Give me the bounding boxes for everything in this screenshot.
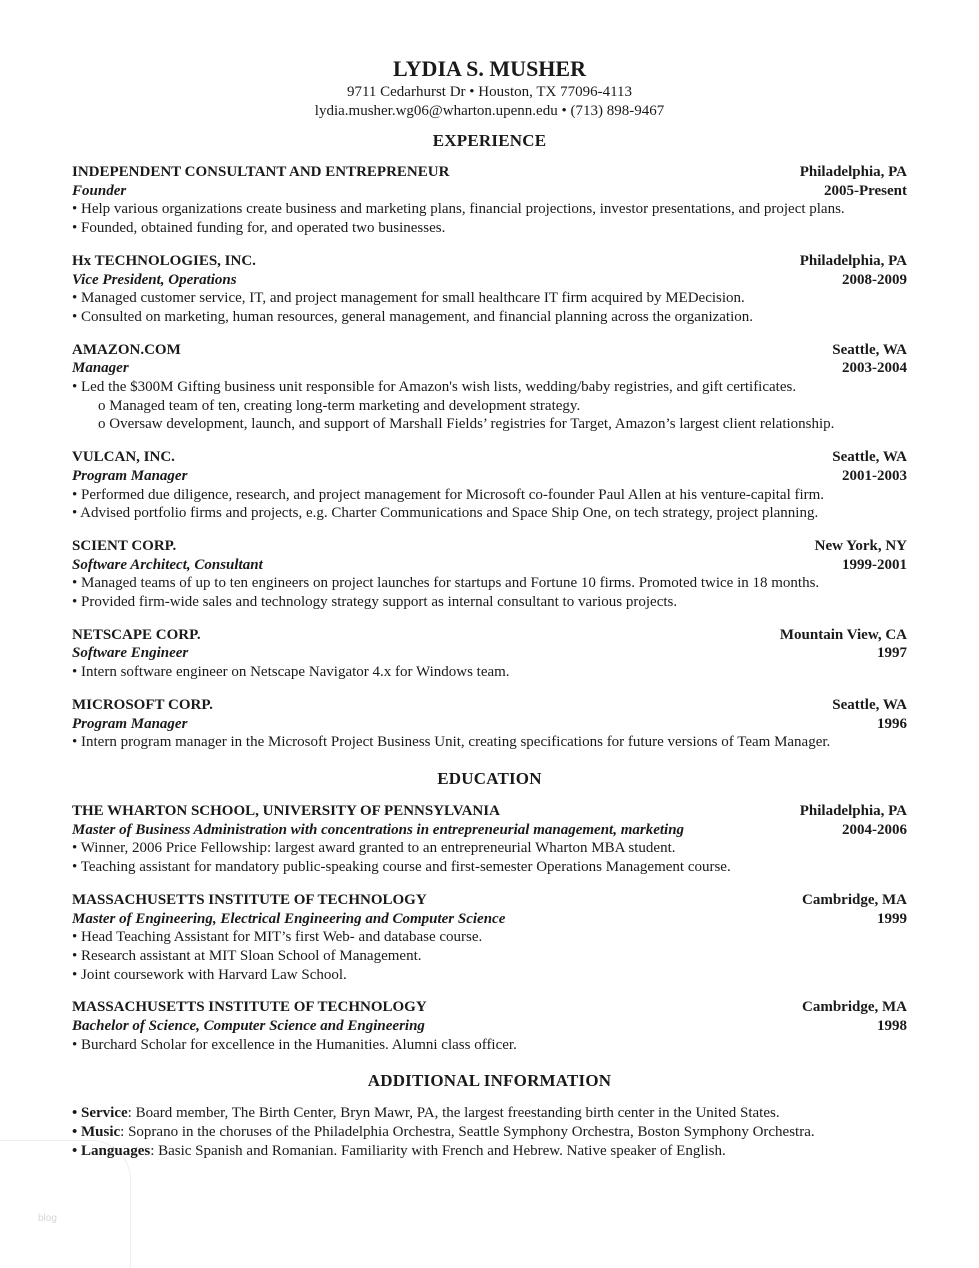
bullet-item: • Consulted on marketing, human resources, general management, and financial planning across the organization.	[72, 308, 754, 325]
bullet-item: • Intern software engineer on Netscape Navigator 4.x for Windows team.	[72, 664, 510, 681]
info-label: • Service	[72, 1105, 128, 1122]
location: Cambridge, MA	[802, 999, 907, 1016]
experience-entry	[72, 537, 907, 612]
bullet-item: • Joint coursework with Harvard Law School.	[72, 966, 347, 983]
additional-info-heading: ADDITIONAL INFORMATION	[367, 1071, 612, 1091]
school: THE WHARTON SCHOOL, UNIVERSITY OF PENNSYLVANIA	[72, 802, 500, 819]
education-entry	[72, 891, 907, 985]
job-title: Manager	[72, 360, 129, 377]
bullet-item: • Help various organizations create business and marketing plans, financial projections, investor presentations, and project plans.	[72, 201, 845, 218]
info-item-languages	[72, 1142, 907, 1161]
experience-heading: EXPERIENCE	[432, 131, 547, 150]
candidate-name: LYDIA S. MUSHER	[393, 56, 586, 81]
location: Seattle, WA	[832, 341, 907, 358]
bullet-item: • Managed teams of up to ten engineers on project launches for startups and Fortune 10 firms. Promoted twice in 18 months.	[72, 575, 820, 592]
job-title: Vice President, Operations	[72, 271, 237, 288]
organization: NETSCAPE CORP.	[72, 626, 201, 643]
dates: 2005-Present	[823, 182, 907, 199]
location: Seattle, WA	[832, 696, 907, 713]
bullet-item: • Managed customer service, IT, and project management for small healthcare IT firm acquired by MEDecision.	[72, 290, 745, 307]
location: Philadelphia, PA	[799, 164, 907, 180]
info-item-service	[72, 1104, 907, 1123]
location: Seattle, WA	[832, 449, 907, 466]
experience-entry	[72, 341, 907, 435]
bullet-item: • Winner, 2006 Price Fellowship: largest award granted to an entrepreneurial Wharton MBA student.	[72, 840, 676, 857]
bullet-item: • Intern program manager in the Microsoft Project Business Unit, creating specifications for future versions of Team Manager.	[72, 734, 831, 751]
experience-entry	[72, 163, 907, 238]
dates: 2001-2003	[842, 467, 907, 484]
dates: 1999-2001	[842, 556, 907, 573]
school: MASSACHUSETTS INSTITUTE OF TECHNOLOGY	[72, 999, 427, 1016]
info-text: : Soprano in the choruses of the Philadelphia Orchestra, Seattle Symphony Orchestra, Boston Symphony Orchestra.	[120, 1124, 815, 1141]
dates: 2008-2009	[842, 271, 907, 288]
bullet-item: • Burchard Scholar for excellence in the Humanities. Alumni class officer.	[72, 1036, 517, 1053]
location: Philadelphia, PA	[799, 252, 907, 269]
degree: Master of Engineering, Electrical Engineering and Computer Science	[72, 910, 506, 927]
resume-page	[72, 55, 907, 1161]
organization: AMAZON.COM	[72, 341, 181, 358]
dates: 2004-2006	[842, 821, 907, 838]
organization: SCIENT CORP.	[72, 537, 177, 554]
watermark: blog	[38, 1213, 57, 1224]
dates: 1999	[877, 910, 907, 927]
degree: Bachelor of Science, Computer Science and Engineering	[72, 1018, 425, 1035]
info-label: • Languages	[72, 1142, 151, 1159]
organization: Hx TECHNOLOGIES, INC.	[72, 252, 256, 269]
sub-bullet-item: o Managed team of ten, creating long-term marketing and development strategy.	[98, 397, 581, 414]
bullet-item: • Teaching assistant for mandatory public-speaking course and first-semester Operations Management course.	[72, 859, 731, 876]
location: Cambridge, MA	[802, 891, 907, 908]
dates: 1997	[877, 645, 907, 662]
experience-entry	[72, 626, 907, 682]
resume-header	[72, 55, 907, 121]
bullet-item: • Founded, obtained funding for, and operated two businesses.	[72, 220, 446, 237]
bullet-item: • Research assistant at MIT Sloan School of Management.	[72, 947, 422, 964]
location: New York, NY	[814, 537, 907, 554]
education-entry	[72, 998, 907, 1054]
organization: INDEPENDENT CONSULTANT AND ENTREPRENEUR	[72, 164, 450, 180]
job-title: Program Manager	[72, 715, 188, 732]
education-entry	[72, 802, 907, 877]
job-title: Founder	[72, 182, 127, 199]
additional-info-list	[72, 1104, 907, 1160]
info-item-music	[72, 1123, 907, 1142]
education-heading: EDUCATION	[437, 768, 542, 788]
contact-line: lydia.musher.wg06@wharton.upenn.edu • (713) 898-9467	[314, 103, 665, 119]
bullet-item: • Performed due diligence, research, and project management for Microsoft co-founder Paul Allen at his venture-capital firm.	[72, 486, 825, 503]
bullet-item: • Led the $300M Gifting business unit responsible for Amazon's wish lists, wedding/baby registries, and gift certificates.	[72, 379, 797, 396]
address-line: 9711 Cedarhurst Dr • Houston, TX 77096-4113	[346, 84, 633, 100]
bullet-item: • Advised portfolio firms and projects, e.g. Charter Communications and Space Ship One, on tech strategy, project planning.	[72, 505, 819, 522]
experience-entry	[72, 252, 907, 327]
dates: 1996	[877, 715, 907, 732]
bullet-item: • Head Teaching Assistant for MIT’s first Web- and database course.	[72, 929, 483, 946]
info-text: : Basic Spanish and Romanian. Familiarity with French and Hebrew. Native speaker of English.	[150, 1142, 726, 1159]
job-title: Software Architect, Consultant	[72, 556, 263, 573]
info-text: : Board member, The Birth Center, Bryn Mawr, PA, the largest freestanding birth center in the United States.	[127, 1105, 780, 1122]
dates: 1998	[877, 1018, 907, 1035]
school: MASSACHUSETTS INSTITUTE OF TECHNOLOGY	[72, 891, 427, 908]
bullet-item: • Provided firm-wide sales and technology strategy support as internal consultant to various projects.	[72, 594, 678, 611]
degree: Master of Business Administration with concentrations in entrepreneurial management, marketing	[72, 821, 685, 838]
experience-entry	[72, 448, 907, 523]
job-title: Software Engineer	[72, 645, 189, 662]
organization: VULCAN, INC.	[72, 449, 175, 466]
experience-entry	[72, 696, 907, 752]
sub-bullet-item: o Oversaw development, launch, and support of Marshall Fields’ registries for Target, Amazon’s largest client relationship.	[98, 416, 835, 433]
dates: 2003-2004	[842, 360, 907, 377]
job-title: Program Manager	[72, 467, 188, 484]
info-label: • Music	[72, 1124, 121, 1141]
organization: MICROSOFT CORP.	[72, 696, 213, 713]
location: Mountain View, CA	[779, 626, 907, 643]
location: Philadelphia, PA	[799, 802, 907, 819]
